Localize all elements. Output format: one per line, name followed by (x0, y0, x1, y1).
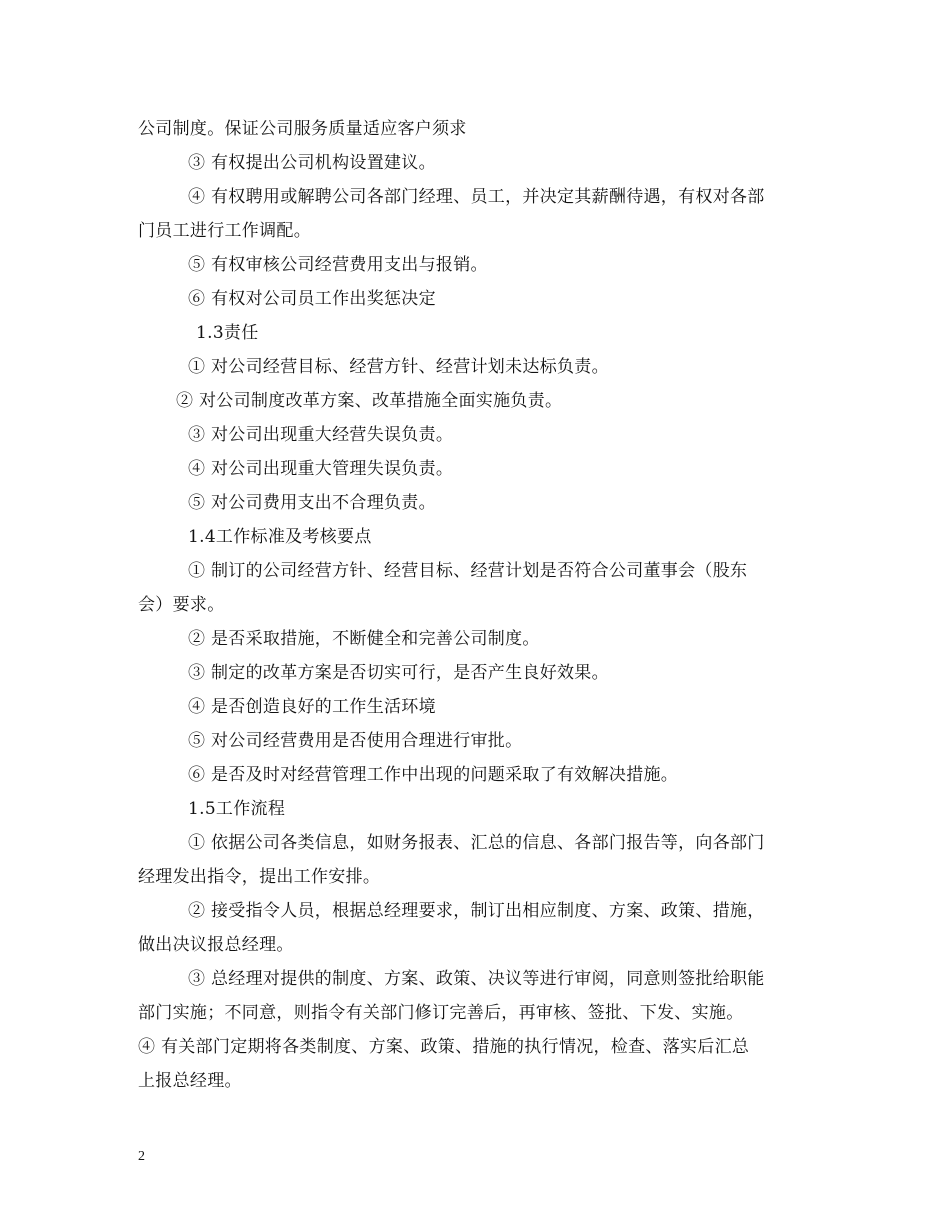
text-line: ① 对公司经营目标、经营方针、经营计划未达标负责。 (188, 357, 609, 377)
text-line: 公司制度。保证公司服务质量适应客户须求 (138, 119, 467, 139)
text-line: ① 制订的公司经营方针、经营目标、经营计划是否符合公司董事会（股东 (188, 561, 748, 581)
text-line: ② 对公司制度改革方案、改革措施全面实施负责。 (176, 391, 563, 411)
page-number: 2 (138, 1149, 145, 1164)
text-line: ⑤ 有权审核公司经营费用支出与报销。 (188, 255, 488, 275)
text-line: ③ 总经理对提供的制度、方案、政策、决议等进行审阅，同意则签批给职能 (188, 969, 765, 989)
section-heading: 1.5工作流程 (188, 799, 286, 819)
text-line: ③ 有权提出公司机构设置建议。 (188, 153, 436, 173)
text-line: ④ 有权聘用或解聘公司各部门经理、员工，并决定其薪酬待遇，有权对各部 (188, 187, 765, 207)
text-line: ② 是否采取措施，不断健全和完善公司制度。 (188, 629, 540, 649)
text-line: 门员工进行工作调配。 (138, 221, 311, 241)
text-line: ⑥ 有权对公司员工作出奖惩决定 (188, 289, 436, 309)
text-line: ④ 是否创造良好的工作生活环境 (188, 697, 436, 717)
text-line: 上报总经理。 (138, 1071, 242, 1091)
section-heading: 1.3责任 (196, 323, 259, 343)
text-line: ④ 对公司出现重大管理失误负责。 (188, 459, 454, 479)
text-line: 会）要求。 (138, 595, 225, 615)
text-line: ⑤ 对公司经营费用是否使用合理进行审批。 (188, 731, 523, 751)
text-line: 做出决议报总经理。 (138, 935, 294, 955)
text-line: ③ 对公司出现重大经营失误负责。 (188, 425, 454, 445)
text-line: 经理发出指令，提出工作安排。 (138, 867, 381, 887)
section-heading: 1.4工作标准及考核要点 (188, 527, 372, 547)
text-line: ③ 制定的改革方案是否切实可行，是否产生良好效果。 (188, 663, 609, 683)
text-line: 部门实施；不同意，则指令有关部门修订完善后，再审核、签批、下发、实施。 (138, 1003, 744, 1023)
text-line: ④ 有关部门定期将各类制度、方案、政策、措施的执行情况，检查、落实后汇总 (138, 1037, 750, 1057)
text-line: ① 依据公司各类信息，如财务报表、汇总的信息、各部门报告等，向各部门 (188, 833, 765, 853)
text-line: ⑥ 是否及时对经营管理工作中出现的问题采取了有效解决措施。 (188, 765, 679, 785)
text-line: ⑤ 对公司费用支出不合理负责。 (188, 493, 436, 513)
text-line: ② 接受指令人员，根据总经理要求，制订出相应制度、方案、政策、措施， (188, 901, 765, 921)
